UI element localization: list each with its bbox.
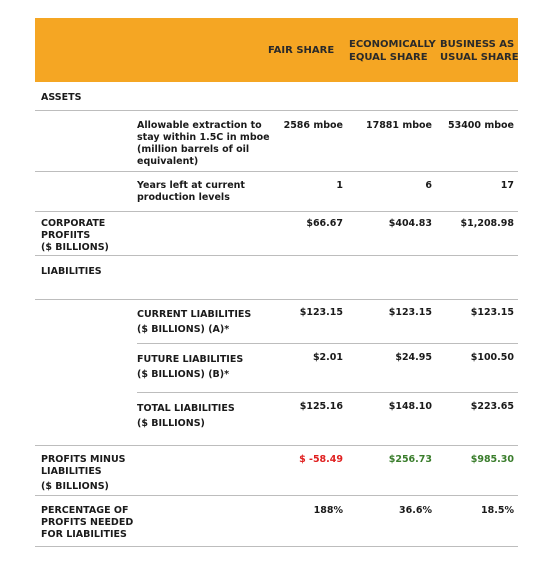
- profits-equal: $404.83: [388, 218, 432, 229]
- table-row: [35, 344, 518, 393]
- header-fair-share: FAIR SHARE: [268, 45, 335, 56]
- row-divider: [35, 546, 518, 547]
- future-usual: $100.50: [470, 352, 514, 363]
- percentage-fair: 188%: [313, 505, 343, 516]
- minus-equal: $256.73: [388, 454, 432, 465]
- table-row: [35, 212, 518, 256]
- current-usual: $123.15: [470, 307, 514, 318]
- total-equal: $148.10: [388, 401, 432, 412]
- percentage-usual: 18.5%: [481, 505, 514, 516]
- corporate-profits-label: CORPORATE PROFIITS ($ BILLIONS): [41, 218, 109, 253]
- liabilities-section-row: [35, 256, 518, 300]
- future-equal: $24.95: [395, 352, 432, 363]
- liabilities-label: LIABILITIES: [41, 266, 102, 277]
- future-liabilities-label: FUTURE LIABILITIES ($ BILLIONS) (B)*: [137, 354, 244, 380]
- profits-usual: $1,208.98: [460, 218, 514, 229]
- current-equal: $123.15: [388, 307, 432, 318]
- current-liabilities-label: CURRENT LIABILITIES ($ BILLIONS) (A)*: [137, 309, 252, 335]
- header-business-as-usual-share: BUSINESS AS USUAL SHARE: [440, 39, 519, 63]
- profits-minus-liabilities-label: PROFITS MINUS LIABILITIES ($ BILLIONS): [41, 454, 126, 492]
- percentage-label: PERCENTAGE OF PROFITS NEEDED FOR LIABILITIES: [41, 505, 134, 540]
- table-row: [35, 446, 518, 496]
- table-row: [35, 172, 518, 212]
- assets-section-row: [35, 82, 518, 111]
- table-row: [35, 393, 518, 446]
- extraction-equal: 17881 mboe: [365, 120, 432, 131]
- years-left-description: Years left at current production levels: [137, 180, 245, 203]
- years-usual: 17: [500, 180, 514, 191]
- assets-label: ASSETS: [41, 92, 82, 103]
- years-fair: 1: [336, 180, 343, 191]
- total-liabilities-label: TOTAL LIABILITIES ($ BILLIONS): [137, 403, 235, 429]
- percentage-equal: 36.6%: [399, 505, 432, 516]
- total-fair: $125.16: [299, 401, 343, 412]
- header-economically-equal-share: ECONOMICALLY EQUAL SHARE: [349, 39, 436, 63]
- table-row: [35, 496, 518, 547]
- current-fair: $123.15: [299, 307, 343, 318]
- extraction-usual: 53400 mboe: [447, 120, 514, 131]
- years-equal: 6: [425, 180, 432, 191]
- total-usual: $223.65: [470, 401, 514, 412]
- minus-fair: $ -58.49: [299, 454, 343, 465]
- extraction-fair: 2586 mboe: [283, 120, 343, 131]
- comparison-table: [35, 18, 518, 547]
- table-row: [35, 300, 518, 344]
- table-header: [35, 18, 518, 82]
- table-row: [35, 111, 518, 172]
- profits-fair: $66.67: [306, 218, 343, 229]
- minus-usual: $985.30: [470, 454, 514, 465]
- future-fair: $2.01: [312, 352, 343, 363]
- extraction-description: Allowable extraction to stay within 1.5C in mboe (million barrels of oil equivalent): [137, 120, 270, 167]
